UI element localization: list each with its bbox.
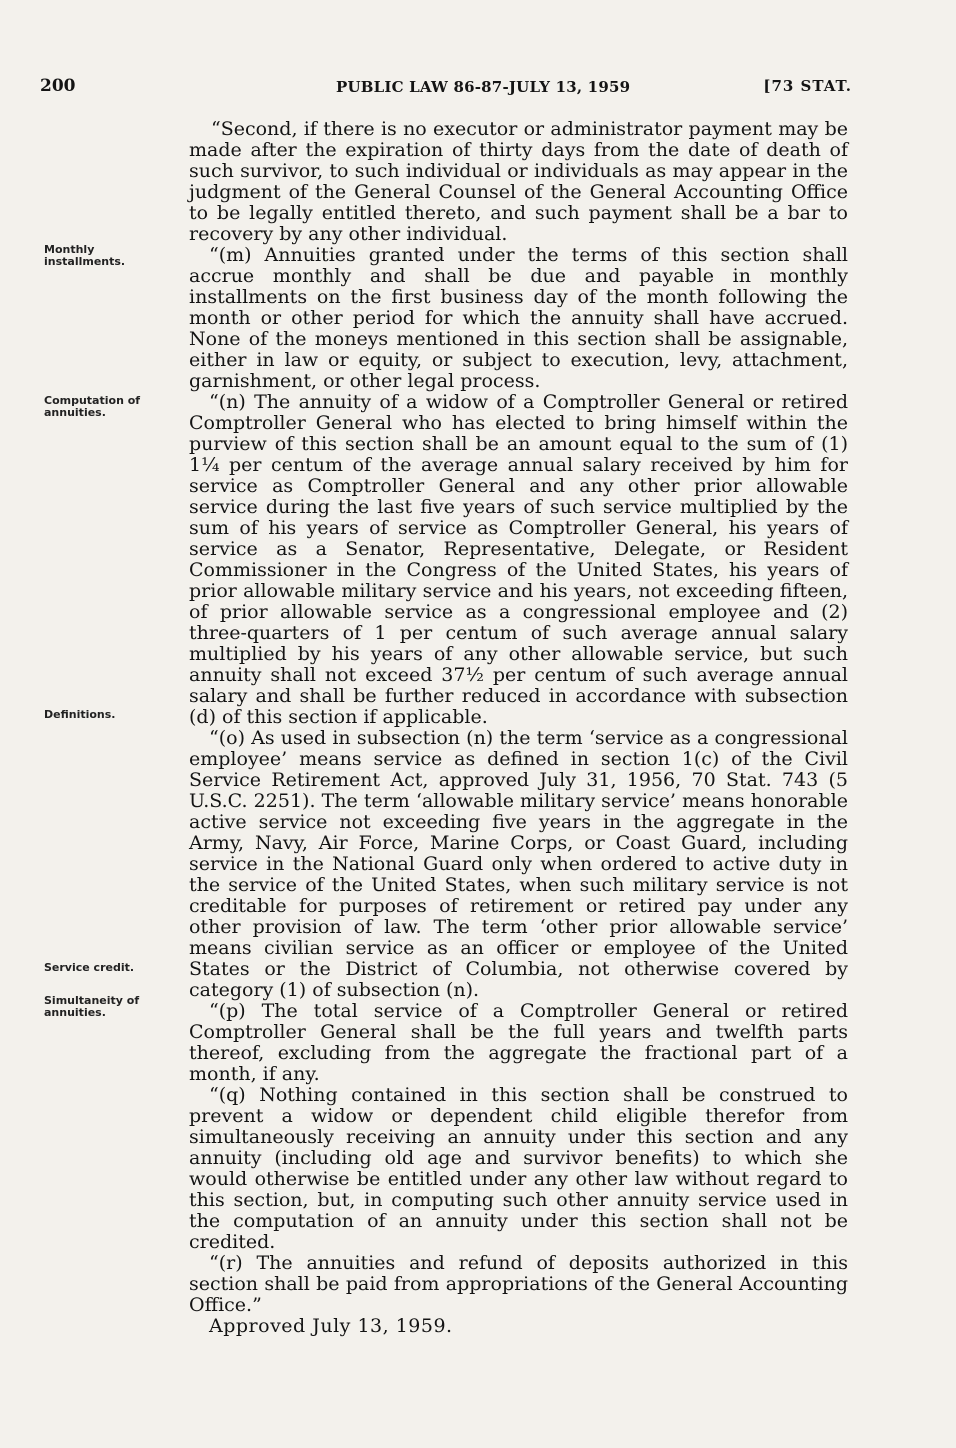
page-header [40,76,852,102]
running-title: PUBLIC LAW 86-87-JULY 13, 1959 [336,78,631,96]
margin-note-service-credit: Service credit. [44,961,135,974]
body-text [189,119,848,1337]
margin-note-monthly: Monthly installments. [44,243,126,268]
paragraph-n: “(n) The annuity of a widow of a Comptroller General or retired Comptroller General who has elected to bring himself within the purview of this section shall be an amount equal to the sum of (1) 1¼ per centum of the average annual salary received by him for service as Comptroller General and any other prior allowable service during the last five years of such service multiplied by the sum of his years of service as Comptroller General, his years of service as a Senator, Representative, Delegate, or Resident Commissioner in the Congress of the United States, his years of prior allowable military service and his years, not exceeding fifteen, of prior allowable service as a congressional employee and (2) three-quarters of 1 per centum of such average annual salary multiplied by his years of any other allowable service, but such annuity shall not exceed 37½ per centum of such average annual salary and shall be further reduced in accordance with subsection (d) of this section if applicable. [189,391,848,728]
paragraph-p: “(p) The total service of a Comptroller General or retired Comptroller General shall be the full years and twelfth parts thereof, excluding from the aggregate the fractional part of a month, if any. [189,1000,848,1085]
statute-reference: [73 STAT. [763,77,852,95]
paragraph-q: “(q) Nothing contained in this section shall be construed to prevent a widow or dependent child eligible therefor from simultaneously receiving an annuity under this section and any annuity (including old age and survivor benefits) to which she would otherwise be entitled under any other law without regard to this section, but, in computing such other annuity service used in the computation of an annuity under this section shall not be credited. [189,1084,848,1253]
margin-note-computation: Computation of annuities. [44,394,141,419]
approval-line: Approved July 13, 1959. [209,1315,453,1337]
page-number: 200 [40,76,76,96]
margin-note-definitions: Definitions. [44,708,116,721]
paragraph-o: “(o) As used in subsection (n) the term ‘service as a congressional employee’ means service as defined in section 1(c) of the Civil Service Retirement Act, approved July 31, 1956, 70 Stat. 743 (5 U.S.C. 2251). The term ‘allowable military service’ means honorable active service not exceeding five years in the aggregate in the Army, Navy, Air Force, Marine Corps, or Coast Guard, including service in the National Guard only when ordered to active duty in the service of the United States, when such military service is not creditable for purposes of retirement or retired pay under any other provision of law. The term ‘other prior allowable service’ means civilian service as an officer or employee of the United States or the District of Columbia, not otherwise covered by category (1) of subsection (n). [189,727,848,1001]
paragraph-r: “(r) The annuities and refund of deposits authorized in this section shall be paid from appropriations of the General Accounting Office.” [189,1252,848,1316]
margin-note-simultaneity: Simultaneity of annuities. [44,994,140,1019]
paragraph-m: “(m) Annuities granted under the terms of this section shall accrue monthly and shall be due and payable in monthly installments on the first business day of the month following the month or other period for which the annuity shall have accrued. None of the moneys mentioned in this section shall be assignable, either in law or equity, or subject to execution, levy, attachment, garnishment, or other legal process. [189,244,848,392]
paragraph-second: “Second, if there is no executor or administrator payment may be made after the expiration of thirty days from the date of death of such survivor, to such individual or individuals as may appear in the judgment of the General Counsel of the General Accounting Office to be legally entitled thereto, and such payment shall be a bar to recovery by any other individual. [189,118,848,245]
